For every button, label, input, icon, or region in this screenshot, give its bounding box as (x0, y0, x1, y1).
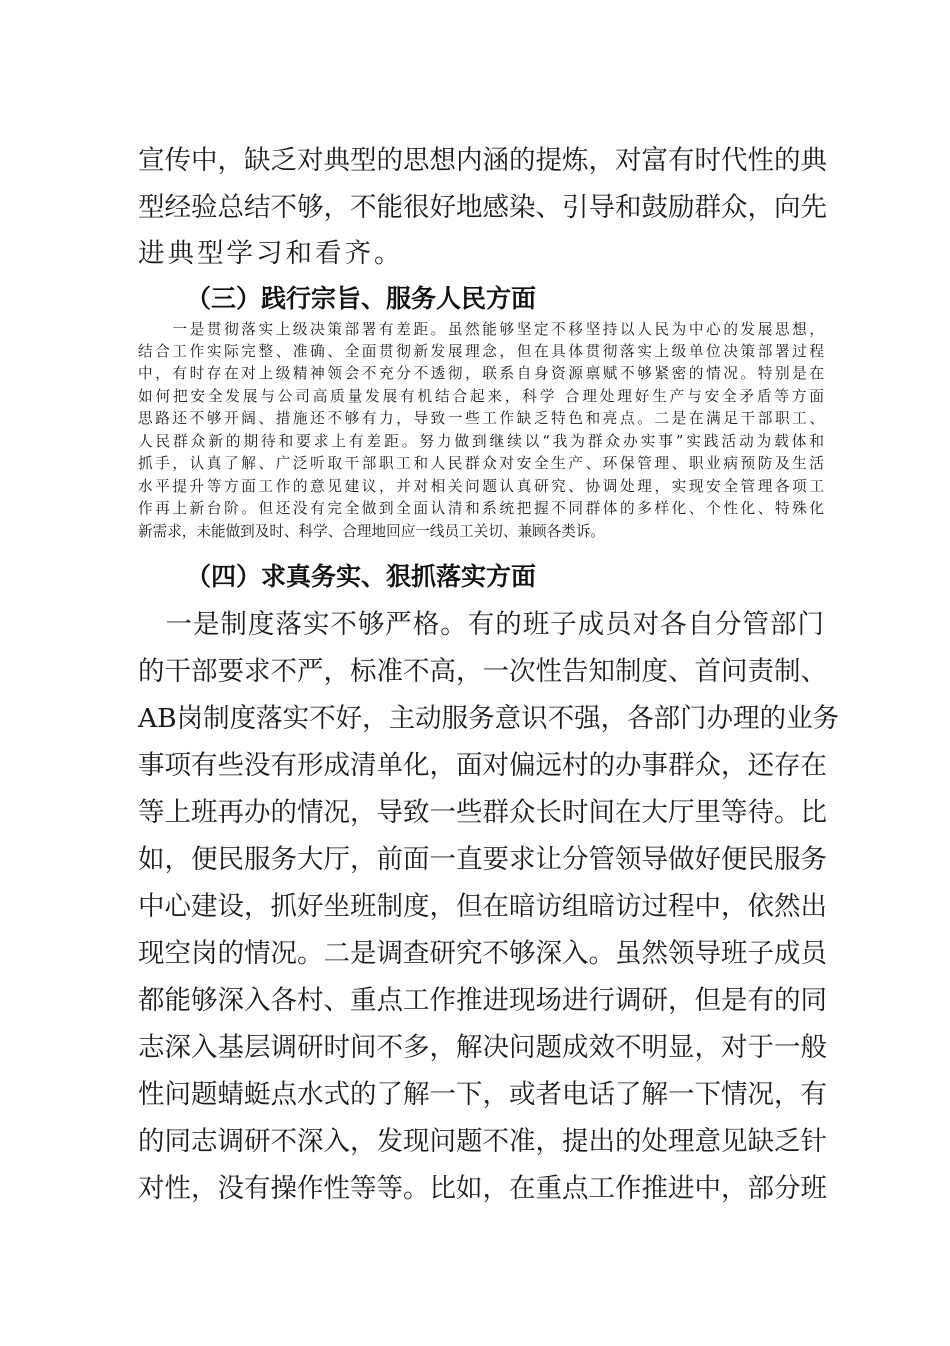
body-line: 型经验总结不够，不能很好地感染、引导和鼓励群众，向先 (138, 192, 827, 223)
body-line: 都能够深入各村、重点工作推进现场进行调研，但是有的同 (138, 985, 827, 1016)
section-heading: （三）践行宗旨、服务人民方面 (186, 284, 537, 313)
body-line: 性问题蜻蜓点水式的了解一下，或者电话了解一下情况，有 (138, 1079, 827, 1110)
body-line: 的同志调研不深入，发现问题不准，提出的处理意见缺乏针 (138, 1126, 827, 1157)
small-text-line: 水平提升等方面工作的意见建议，并对相关问题认真研究、协调处理，实现安全管理各项工 (138, 478, 824, 495)
body-line: 中心建设，抓好坐班制度，但在暗访组暗访过程中，依然出 (138, 891, 827, 922)
body-line: 等上班再办的情况，导致一些群众长时间在大厅里等待。比 (138, 797, 827, 828)
body-line: AB岗制度落实不好，主动服务意识不强，各部门办理的业务 (138, 703, 840, 734)
small-text-line: 新需求，未能做到及时、科学、合理地回应一线员工关切、兼顾各类诉。 (138, 523, 606, 540)
body-line: 宣传中，缺乏对典型的思想内涵的提炼，对富有时代性的典 (138, 145, 827, 176)
small-text-line: 人民群众新的期待和要求上有差距。努力做到继续以“我为群众办实事”实践活动为载体和 (138, 433, 824, 450)
body-line: 对性，没有操作性等等。比如，在重点工作推进中，部分班 (138, 1173, 827, 1204)
body-line: 一是制度落实不够严格。有的班子成员对各自分管部门 (138, 609, 824, 640)
small-text-line: 思路还不够开阔、措施还不够有力，导致一些工作缺乏特色和亮点。二是在满足干部职工、 (138, 410, 824, 427)
body-line: 进典型学习和看齐。 (138, 238, 404, 269)
section-heading: （四）求真务实、狠抓落实方面 (186, 562, 537, 591)
small-text-line: 如何把安全发展与公司高质量发展有机结合起来，科学 合理处理好生产与安全矛盾等方面 (138, 388, 824, 405)
small-text-line: 抓手，认真了解、广泛听取干部职工和人民群众对安全生产、环保管理、职业病预防及生活 (138, 455, 824, 472)
body-line: 现空岗的情况。二是调查研究不够深入。虽然领导班子成员 (138, 938, 827, 969)
body-line: 的干部要求不严，标准不高，一次性告知制度、首问责制、 (138, 656, 827, 687)
small-text-line: 一是贯彻落实上级决策部署有差距。虽然能够坚定不移坚持以人民为中心的发展思想， (138, 321, 824, 338)
body-line: 志深入基层调研时间不多，解决问题成效不明显，对于一般 (138, 1032, 827, 1063)
small-text-line: 中，有时存在对上级精神领会不充分不透彻，联系自身资源禀赋不够紧密的情况。特别是在 (138, 365, 824, 382)
small-text-line: 结合工作实际完整、准确、全面贯彻新发展理念，但在具体贯彻落实上级单位决策部署过程 (138, 343, 824, 360)
body-line: 如，便民服务大厅，前面一直要求让分管领导做好便民服务 (138, 844, 827, 875)
body-line: 事项有些没有形成清单化，面对偏远村的办事群众，还存在 (138, 750, 827, 781)
small-text-line: 作再上新台阶。但还没有完全做到全面认清和系统把握不同群体的多样化、个性化、特殊化 (138, 500, 824, 517)
